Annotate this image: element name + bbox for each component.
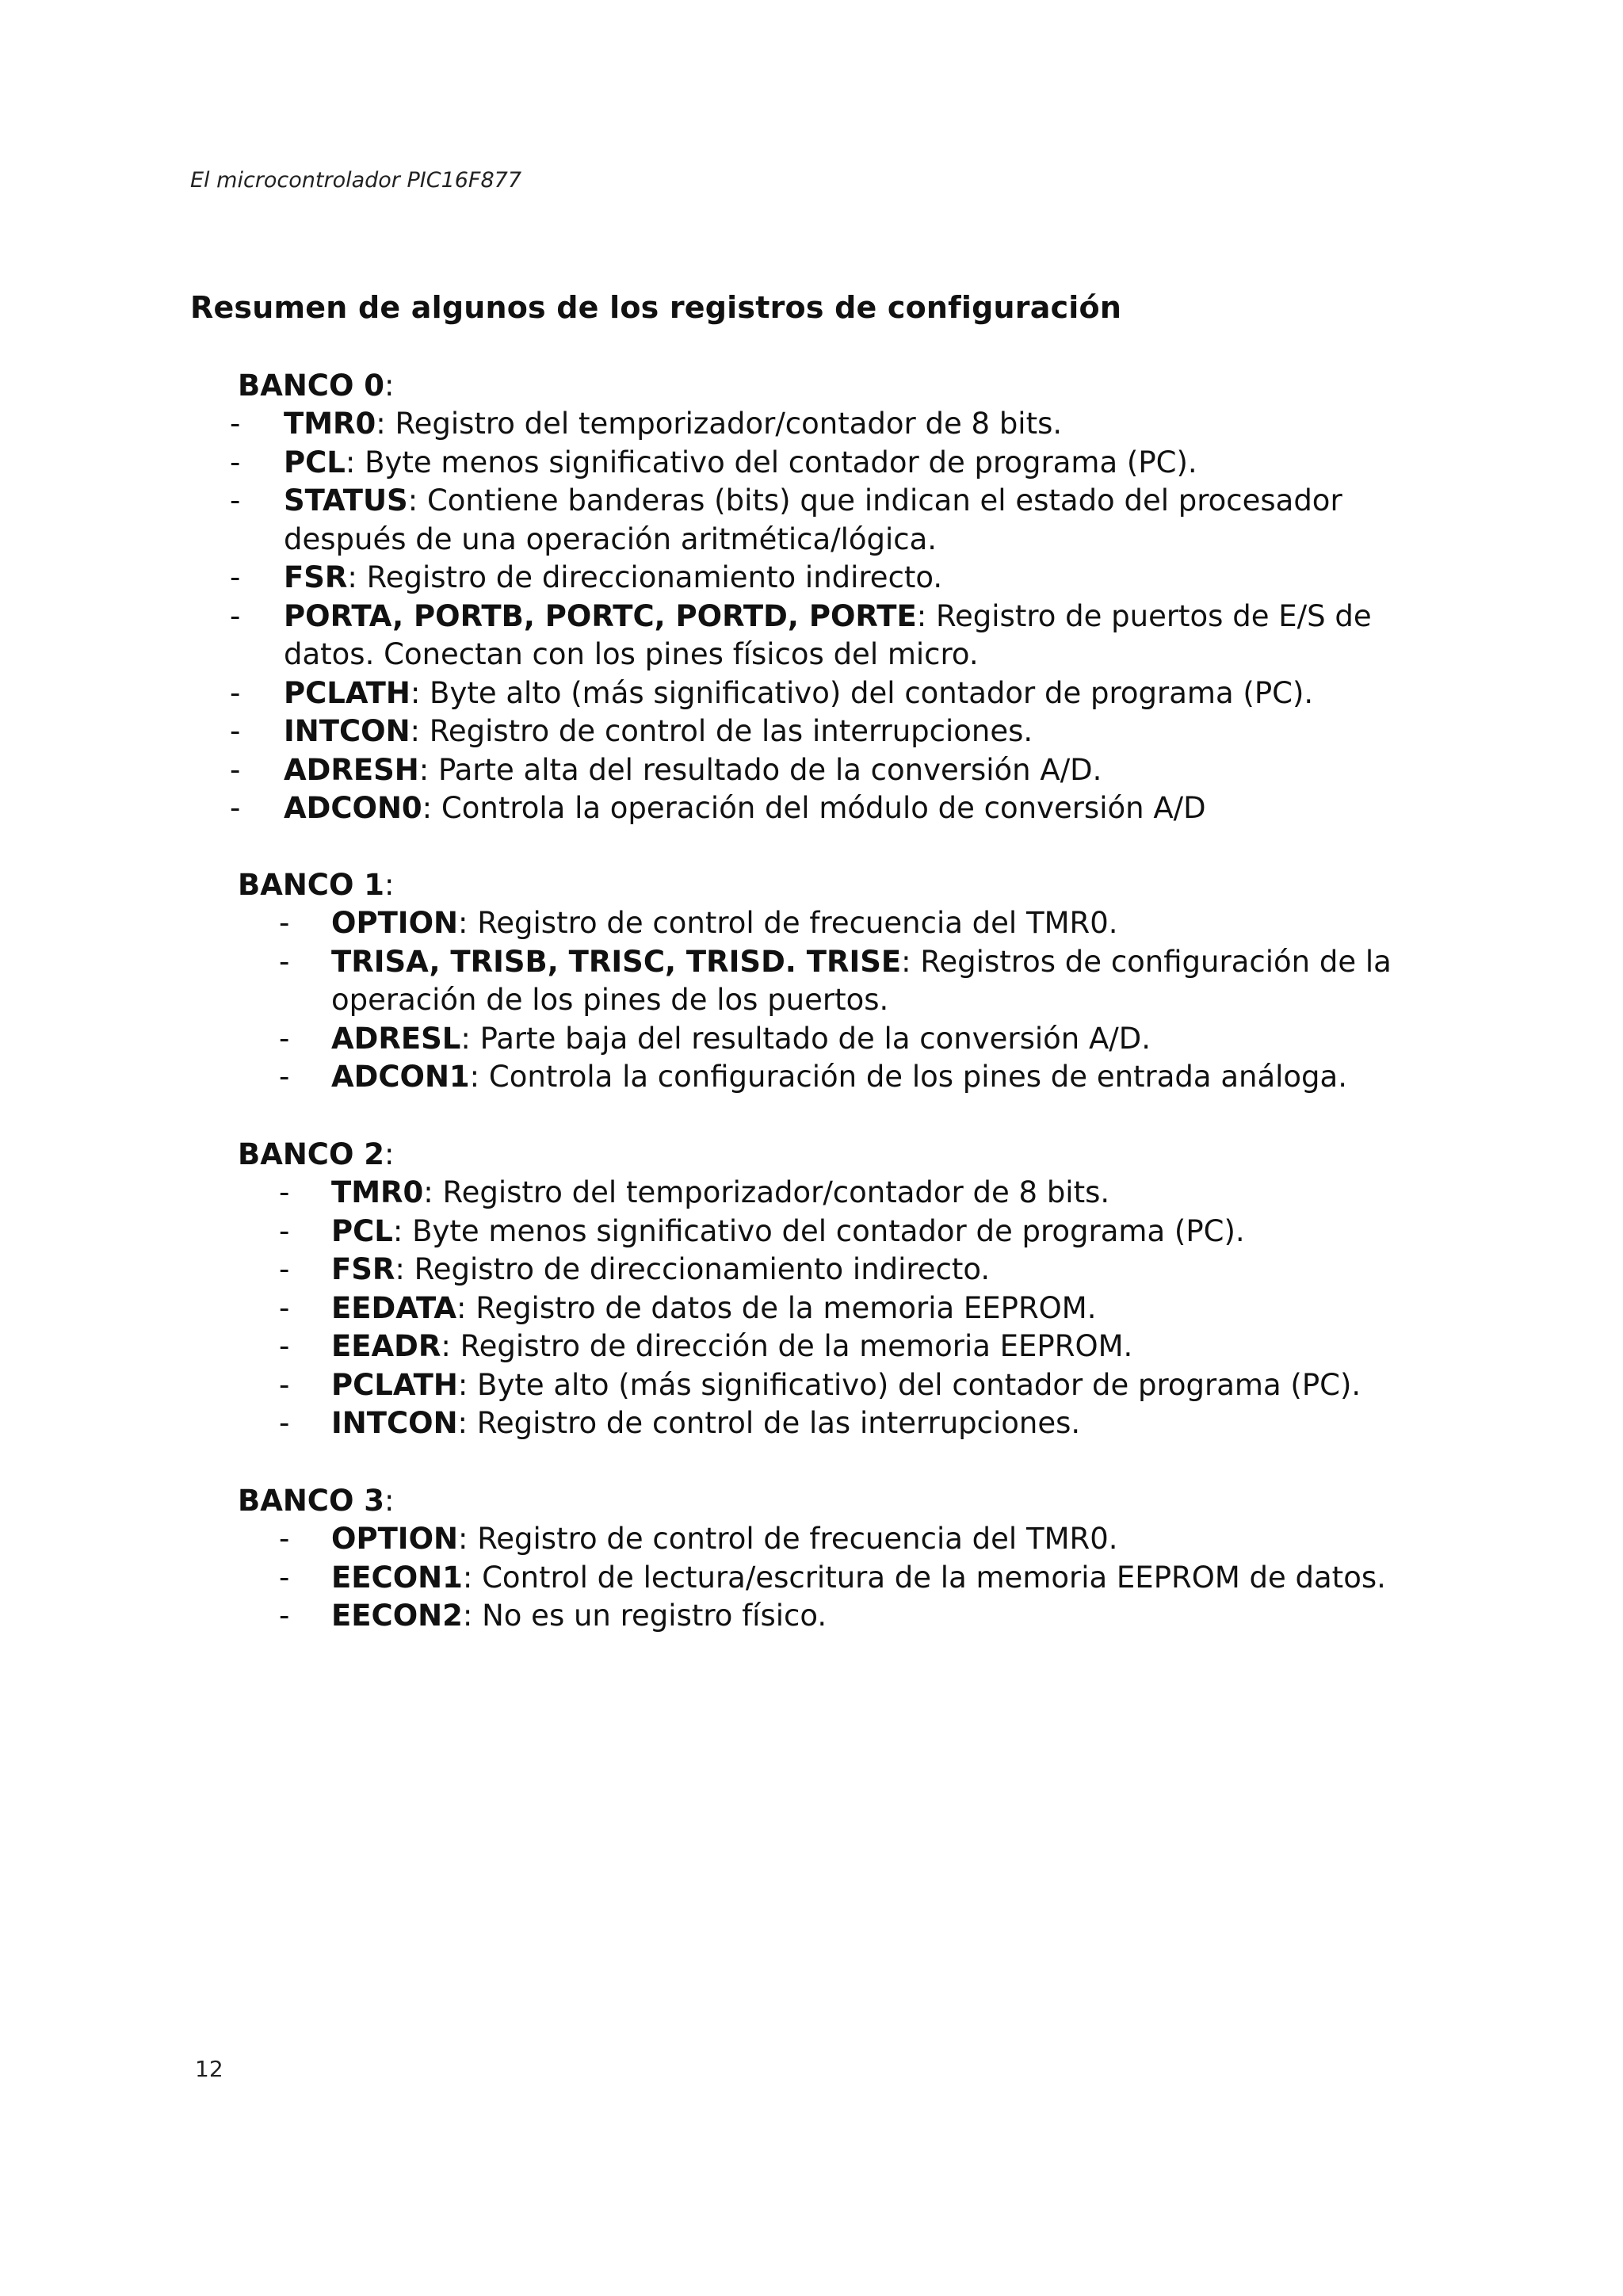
bank-0-heading bbox=[238, 367, 395, 405]
bank-3-label: BANCO 3 bbox=[238, 1484, 385, 1518]
list-item bbox=[279, 1213, 1361, 1251]
list-item bbox=[279, 1289, 1361, 1328]
register-description: : Controla la operación del módulo de conversión A/D bbox=[422, 791, 1206, 825]
register-name: PCLATH bbox=[284, 675, 411, 710]
bullet-dash: - bbox=[279, 1522, 290, 1556]
bullet-dash: - bbox=[279, 1060, 290, 1094]
bank-3-heading bbox=[238, 1482, 395, 1520]
register-description: : Registro del temporizador/contador de 8 bits. bbox=[423, 1175, 1110, 1209]
section-title: Resumen de algunos de los registros de configuración bbox=[190, 290, 1122, 325]
register-name: TMR0 bbox=[331, 1175, 424, 1209]
register-description-continued: después de una operación aritmética/lógica. bbox=[284, 521, 938, 556]
bank-3-register-list bbox=[279, 1520, 1386, 1636]
bullet-dash: - bbox=[279, 1367, 290, 1402]
register-description: : No es un registro físico. bbox=[462, 1599, 827, 1633]
list-item bbox=[230, 674, 1372, 713]
list-item bbox=[279, 904, 1392, 943]
register-description: : Registro del temporizador/contador de 8 bits. bbox=[376, 407, 1063, 441]
bullet-dash: - bbox=[279, 1599, 290, 1633]
bank-0-label: BANCO 0 bbox=[238, 369, 385, 403]
register-name: OPTION bbox=[331, 906, 458, 940]
bank-1-heading bbox=[238, 866, 395, 904]
list-item bbox=[279, 1174, 1361, 1213]
register-name: PCL bbox=[284, 445, 346, 479]
register-description: : Byte menos significativo del contador de programa (PC). bbox=[345, 445, 1197, 479]
bullet-dash: - bbox=[279, 1290, 290, 1325]
list-item bbox=[279, 1020, 1392, 1059]
register-name: OPTION bbox=[331, 1522, 458, 1556]
list-item bbox=[279, 1251, 1361, 1289]
register-description: : Contiene banderas (bits) que indican el estado del procesador bbox=[407, 483, 1342, 518]
register-description: : Registros de configuración de la bbox=[901, 944, 1392, 979]
register-description: : Registro de control de frecuencia del TMR0. bbox=[458, 906, 1118, 940]
register-description: : Control de lectura/escritura de la memoria EEPROM de datos. bbox=[462, 1560, 1386, 1595]
register-name: EEDATA bbox=[331, 1290, 457, 1325]
list-item bbox=[230, 598, 1372, 674]
list-item bbox=[279, 1520, 1386, 1559]
bullet-dash: - bbox=[230, 407, 241, 441]
register-description: : Byte alto (más significativo) del contador de programa (PC). bbox=[410, 675, 1314, 710]
bank-2-label: BANCO 2 bbox=[238, 1137, 385, 1171]
bank-0-colon: : bbox=[384, 369, 395, 403]
register-name: INTCON bbox=[331, 1406, 458, 1440]
bullet-dash: - bbox=[279, 1329, 290, 1363]
bullet-dash: - bbox=[279, 1021, 290, 1056]
list-item bbox=[230, 482, 1372, 559]
list-item bbox=[279, 1597, 1386, 1636]
register-name: TMR0 bbox=[284, 407, 376, 441]
register-description: : Registro de direccionamiento indirecto. bbox=[347, 560, 943, 594]
register-description: : Parte baja del resultado de la conversión A/D. bbox=[460, 1021, 1151, 1056]
bullet-dash: - bbox=[230, 675, 241, 710]
list-item bbox=[279, 943, 1392, 1020]
register-name: INTCON bbox=[284, 714, 411, 748]
bullet-dash: - bbox=[279, 1252, 290, 1286]
list-item bbox=[230, 712, 1372, 751]
register-name: ADRESH bbox=[284, 752, 419, 787]
bullet-dash: - bbox=[279, 1560, 290, 1595]
register-name: ADCON1 bbox=[331, 1060, 470, 1094]
bullet-dash: - bbox=[279, 1213, 290, 1248]
bullet-dash: - bbox=[279, 1175, 290, 1209]
register-name: TRISA, TRISB, TRISC, TRISD. TRISE bbox=[331, 944, 902, 979]
list-item bbox=[279, 1559, 1386, 1598]
bullet-dash: - bbox=[230, 598, 241, 633]
bullet-dash: - bbox=[279, 1406, 290, 1440]
register-description: : Byte menos significativo del contador de programa (PC). bbox=[392, 1213, 1245, 1248]
bank-2-colon: : bbox=[384, 1137, 395, 1171]
list-item bbox=[230, 444, 1372, 483]
register-description: : Registro de datos de la memoria EEPROM. bbox=[456, 1290, 1097, 1325]
list-item bbox=[279, 1404, 1361, 1443]
bullet-dash: - bbox=[230, 752, 241, 787]
bullet-dash: - bbox=[230, 791, 241, 825]
register-description: : Parte alta del resultado de la conversión A/D. bbox=[418, 752, 1102, 787]
register-description: : Byte alto (más significativo) del contador de programa (PC). bbox=[457, 1367, 1361, 1402]
bank-2-heading bbox=[238, 1136, 395, 1174]
list-item bbox=[230, 751, 1372, 790]
bank-0-register-list bbox=[230, 405, 1372, 828]
bank-3-colon: : bbox=[384, 1484, 395, 1518]
list-item bbox=[230, 559, 1372, 598]
register-name: PORTA, PORTB, PORTC, PORTD, PORTE bbox=[284, 598, 917, 633]
register-name: EECON1 bbox=[331, 1560, 463, 1595]
register-name: EECON2 bbox=[331, 1599, 463, 1633]
list-item bbox=[230, 405, 1372, 444]
register-description: : Registro de dirección de la memoria EEPROM. bbox=[441, 1329, 1133, 1363]
register-name: FSR bbox=[284, 560, 348, 594]
bank-2-register-list bbox=[279, 1174, 1361, 1443]
register-name: ADRESL bbox=[331, 1021, 461, 1056]
register-name: PCLATH bbox=[331, 1367, 458, 1402]
page-number: 12 bbox=[195, 2056, 223, 2082]
list-item bbox=[279, 1058, 1392, 1097]
bullet-dash: - bbox=[230, 560, 241, 594]
bank-1-colon: : bbox=[384, 868, 395, 902]
bank-1-label: BANCO 1 bbox=[238, 868, 385, 902]
register-name: PCL bbox=[331, 1213, 393, 1248]
register-name: ADCON0 bbox=[284, 791, 422, 825]
list-item bbox=[279, 1366, 1361, 1405]
register-description: : Registro de puertos de E/S de bbox=[916, 598, 1372, 633]
register-description: : Registro de direccionamiento indirecto. bbox=[395, 1252, 991, 1286]
register-description: : Registro de control de las interrupciones. bbox=[410, 714, 1033, 748]
register-name: STATUS bbox=[284, 483, 408, 518]
bullet-dash: - bbox=[230, 445, 241, 479]
register-name: EEADR bbox=[331, 1329, 441, 1363]
register-description-continued: datos. Conectan con los pines físicos del micro. bbox=[284, 637, 979, 671]
running-header: El microcontrolador PIC16F877 bbox=[190, 168, 521, 193]
list-item bbox=[230, 789, 1372, 828]
register-description: : Registro de control de frecuencia del TMR0. bbox=[458, 1522, 1118, 1556]
list-item bbox=[279, 1328, 1361, 1366]
bullet-dash: - bbox=[230, 714, 241, 748]
bullet-dash: - bbox=[279, 944, 290, 979]
register-description: : Controla la configuración de los pines de entrada análoga. bbox=[469, 1060, 1347, 1094]
bullet-dash: - bbox=[279, 906, 290, 940]
register-description-continued: operación de los pines de los puertos. bbox=[331, 983, 889, 1017]
bank-1-register-list bbox=[279, 904, 1392, 1097]
register-name: FSR bbox=[331, 1252, 395, 1286]
bullet-dash: - bbox=[230, 483, 241, 518]
register-description: : Registro de control de las interrupciones. bbox=[457, 1406, 1081, 1440]
